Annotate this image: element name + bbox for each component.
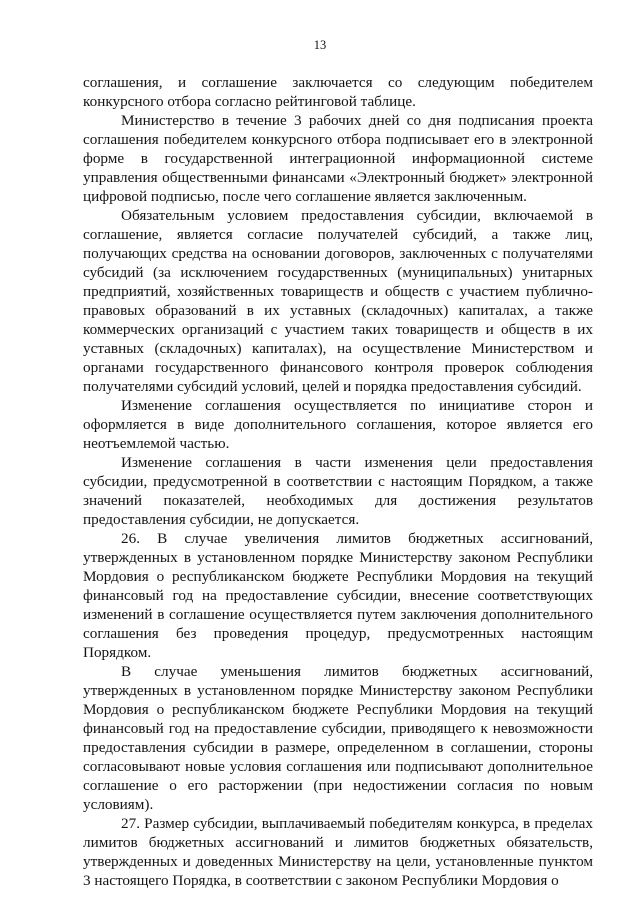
paragraph-change-restriction: Изменение соглашения в части изменения цели предоставления субсидии, предусмотренной в соответствии с настоящим Порядком, а также значений показателей, необходимых для достижения результатов предоставления субсидии, не допускается. <box>83 454 593 528</box>
paragraph-limit-decrease: В случае уменьшения лимитов бюджетных ассигнований, утвержденных в установленном порядке Министерству законом Республики Мордовия о республиканском бюджете Республики Мордовия на текущий финансовый год на предоставление субсидии, приводящего к невозможности предоставления субсидии в размере, определенном в соглашении, стороны согласовывают новые условия соглашения или подписывают дополнительное соглашение о его расторжении (при недостижении согласия по новым условиям). <box>83 663 593 813</box>
paragraph-item-26: 26. В случае увеличения лимитов бюджетных ассигнований, утвержденных в установленном порядке Министерству законом Республики Мордовия о республиканском бюджете Республики Мордовия на текущий финансовый год на предоставление субсидии, внесение соответствующих изменений в соглашение осуществляется путем заключения дополнительного соглашения без проведения процедур, предусмотренных настоящим Порядком. <box>83 530 593 661</box>
paragraph-continuation: соглашения, и соглашение заключается со следующим победителем конкурсного отбора согласно рейтинговой таблице. <box>83 74 593 110</box>
document-body <box>83 73 593 890</box>
paragraph-signing-procedure: Министерство в течение 3 рабочих дней со дня подписания проекта соглашения победителем конкурсного отбора подписывает его в электронной форме в государственной интеграционной информационной системе управления общественными финансами «Электронный бюджет» электронной цифровой подписью, после чего соглашение является заключенным. <box>83 112 593 205</box>
paragraph-agreement-change: Изменение соглашения осуществляется по инициативе сторон и оформляется в виде дополнительного соглашения, которое является его неотъемлемой частью. <box>83 397 593 452</box>
page-number: 13 <box>313 38 327 52</box>
paragraph-mandatory-condition: Обязательным условием предоставления субсидии, включаемой в соглашение, является согласие получателей субсидий, а также лиц, получающих средства на основании договоров, заключенных с получателями субсидий (за исключением государственных (муниципальных) унитарных предприятий, хозяйственных товариществ и обществ с участием публично-правовых образований в их уставных (складочных) капиталах, а также коммерческих организаций с участием таких товариществ и обществ в их уставных (складочных) капиталах), на осуществление Министерством и органами государственного финансового контроля проверок соблюдения получателями субсидий условий, целей и порядка предоставления субсидий. <box>83 207 593 395</box>
paragraph-item-27: 27. Размер субсидии, выплачиваемый победителям конкурса, в пределах лимитов бюджетных ассигнований и лимитов бюджетных обязательств, утвержденных и доведенных Министерству на цели, установленные пунктом 3 настоящего Порядка, в соответствии с законом Республики Мордовия о <box>83 815 593 889</box>
